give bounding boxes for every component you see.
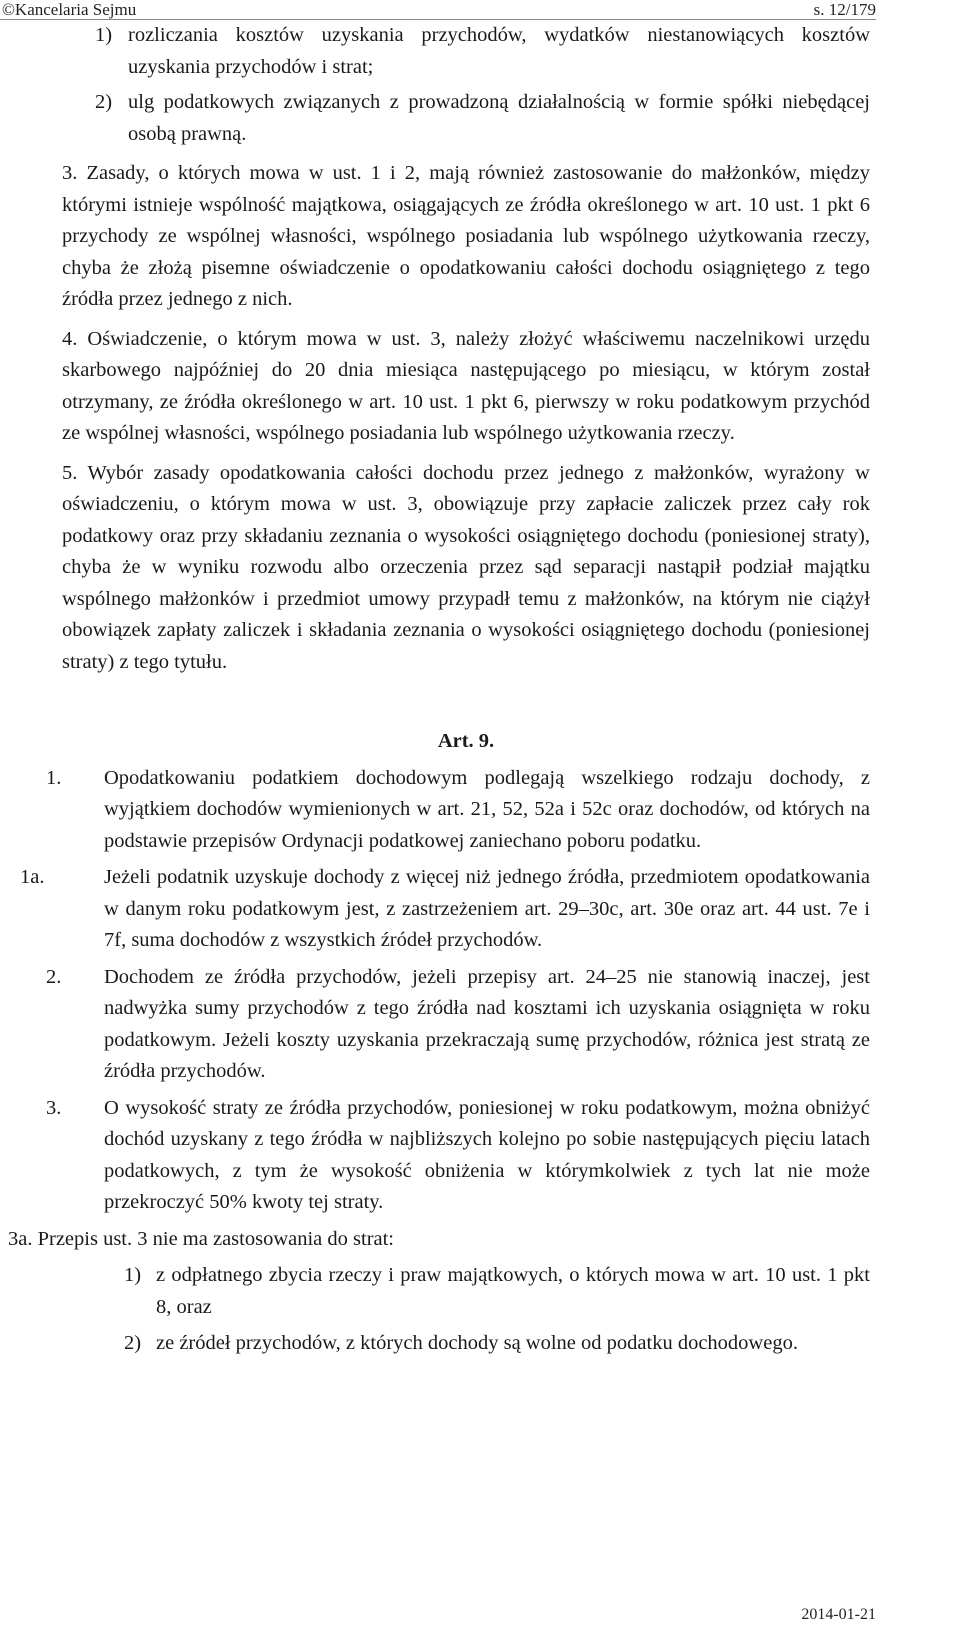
article-unit	[46, 962, 870, 1088]
list-item-number: 1)	[95, 24, 113, 46]
paragraph-number: 5.	[62, 461, 78, 484]
unit-text: Opodatkowaniu podatkiem dochodowym podlegają wszelkiego rodzaju dochody, z wyjątkiem dochodów wymienionych w art. 21, 52, 52a i 52c oraz dochodów, od których na podstawie przepisów Ordynacji podatkowej zaniechano poboru podatku.	[104, 766, 870, 852]
unit-text: Dochodem ze źródła przychodów, jeżeli przepisy art. 24–25 nie stanowią inaczej, jest nadwyżka sumy przychodów z tego źródła nad kosztami ich uzyskania osiągnięta w roku podatkowym. Jeżeli koszty uzyskania przekraczają sumę przychodów, różnica jest stratą ze źródła przychodów.	[104, 965, 870, 1082]
paragraph-text: Wybór zasady opodatkowania całości dochodu przez jednego z małżonków, wyrażony w oświadczeniu, o którym mowa w ust. 3, obowiązuje przy zapłacie zaliczek przez cały rok podatkowy oraz przy składaniu zeznania o wysokości osiągniętego dochodu (poniesionej straty), chyba że w wyniku rozwodu albo orzeczenia przez sąd separacji nastąpił podział majątku wspólnego małżonków i przedmiot umowy przypadł temu z małżonków, na którym nie ciążył obowiązek zapłaty zaliczek i składania zeznania o wysokości osiągniętego dochodu (poniesionej straty) z tego tytułu.	[62, 461, 870, 673]
article-title: Art. 9.	[437, 730, 495, 752]
unit-number: 1.	[46, 766, 62, 789]
sub-list-item	[124, 1260, 870, 1323]
unit-text: Przepis ust. 3 nie ma zastosowania do strat:	[37, 1227, 395, 1250]
paragraph-3	[62, 158, 870, 316]
sub-list-item	[124, 1328, 870, 1360]
footer-date: 2014-01-21	[801, 1606, 876, 1623]
unit-text: Jeżeli podatnik uzyskuje dochody z więcej niż jednego źródła, przedmiotem opodatkowania w danym roku podatkowym jest, z zastrzeżeniem art. 29–30c, art. 30e oraz art. 44 ust. 7e i 7f, suma dochodów z wszystkich źródeł przychodów.	[104, 866, 870, 951]
list-item-text: ulg podatkowych związanych z prowadzoną działalnością w formie spółki niebędącej osobą prawną.	[128, 91, 870, 145]
article-unit	[46, 763, 870, 858]
article-unit	[20, 862, 870, 957]
sub-list-number: 1)	[124, 1264, 142, 1286]
list-item	[95, 20, 870, 83]
paragraph-text: Zasady, o których mowa w ust. 1 i 2, mają również zastosowanie do małżonków, między którymi istnieje wspólność majątkowa, osiągających ze źródła określonego w art. 10 ust. 1 pkt 6 przychody ze wspólnej własności, wspólnego posiadania lub wspólnego użytkowania rzeczy, chyba że złożą pisemne oświadczenie o opodatkowaniu całości dochodu osiągniętego z tego źródła przez jednego z nich.	[62, 162, 871, 310]
unit-number: 3.	[46, 1096, 62, 1119]
paragraph-number: 3.	[62, 162, 78, 184]
header-page-number: s. 12/179	[813, 0, 876, 19]
unit-text: O wysokość straty ze źródła przychodów, poniesionej w roku podatkowym, można obniżyć dochód uzyskany z tego źródła w najbliższych kolejno po sobie następujących pięciu latach podatkowych, z tym że wysokość obniżenia w którymkolwiek z tych lat nie może przekroczyć 50% kwoty tej straty.	[104, 1096, 870, 1213]
paragraph-5	[62, 458, 870, 679]
article-unit	[8, 1224, 870, 1256]
paragraph-4	[62, 324, 870, 450]
sub-list-text: z odpłatnego zbycia rzeczy i praw majątkowych, o których mowa w art. 10 ust. 1 pkt 8, oraz	[156, 1264, 870, 1318]
sub-list-number: 2)	[124, 1332, 142, 1354]
paragraph-text: Oświadczenie, o którym mowa w ust. 3, należy złożyć właściwemu naczelnikowi urzędu skarbowego najpóźniej do 20 dnia miesiąca następującego po miesiącu, w którym został otrzymany, ze źródła określonego w art. 10 ust. 1 pkt 6, pierwszy w roku podatkowym przychód ze wspólnej własności, wspólnego posiadania lub wspólnego użytkowania rzeczy.	[62, 327, 870, 444]
list-item	[95, 87, 870, 150]
unit-number: 3a.	[8, 1227, 33, 1250]
list-item-text: rozliczania kosztów uzyskania przychodów, wydatków niestanowiących kosztów uzyskania przychodów i strat;	[128, 24, 870, 78]
unit-number: 1a.	[20, 866, 45, 888]
header-copyright: ©Kancelaria Sejmu	[2, 0, 137, 19]
sub-list-text: ze źródeł przychodów, z których dochody są wolne od podatku dochodowego.	[156, 1332, 798, 1354]
document-body	[8, 20, 871, 1360]
article-unit	[46, 1093, 870, 1219]
paragraph-number: 4.	[62, 327, 78, 350]
unit-number: 2.	[46, 965, 62, 988]
list-item-number: 2)	[95, 91, 113, 113]
